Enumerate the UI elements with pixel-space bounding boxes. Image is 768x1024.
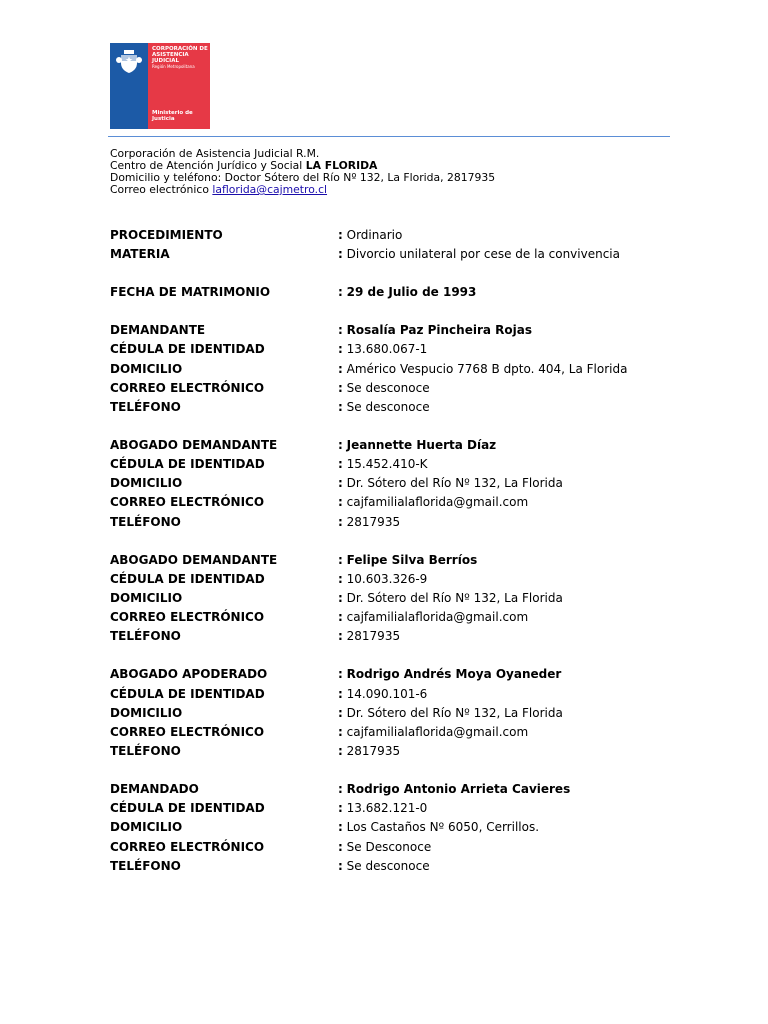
field-value-text: Se Desconoce (346, 839, 432, 854)
logo-ministry-line: Justicia (152, 116, 175, 122)
field-row (110, 228, 690, 247)
field-value-text: Dr. Sótero del Río Nº 132, La Florida (346, 705, 563, 720)
field-value-text: 14.090.101-6 (346, 686, 428, 701)
field-label: CORREO ELECTRÓNICO (110, 839, 265, 854)
office-email (110, 184, 495, 196)
section-gap (110, 304, 690, 323)
field-row (110, 400, 690, 419)
field-row (110, 495, 690, 514)
chile-coat-of-arms-icon (115, 47, 143, 75)
field-label: CÉDULA DE IDENTIDAD (110, 571, 265, 586)
field-colon: : (338, 228, 343, 242)
field-colon: : (338, 744, 343, 759)
field-row (110, 342, 690, 361)
field-row (110, 706, 690, 725)
section-gap (110, 763, 690, 782)
logo-region: Región Metropolitana (152, 64, 195, 69)
field-value-text: cajfamilialaflorida@gmail.com (346, 610, 529, 625)
field-label: CORREO ELECTRÓNICO (110, 495, 265, 510)
field-value (338, 381, 430, 395)
field-label: DOMICILIO (110, 820, 183, 835)
field-label: CÉDULA DE IDENTIDAD (110, 801, 265, 816)
field-value-text: Los Castaños Nº 6050, Cerrillos. (346, 820, 540, 835)
field-label: TELÉFONO (110, 514, 181, 529)
field-label: ABOGADO DEMANDANTE (110, 437, 278, 452)
field-value-text: Se desconoce (346, 858, 430, 873)
section-gap (110, 534, 690, 553)
field-row (110, 553, 690, 572)
field-label: TELÉFONO (110, 858, 181, 873)
institution-logo (110, 43, 210, 129)
field-value-text: Rodrigo Antonio Arrieta Cavieres (346, 782, 571, 797)
field-label: MATERIA (110, 247, 170, 262)
field-row (110, 801, 690, 820)
field-row (110, 285, 690, 304)
field-value (338, 706, 563, 720)
field-value (338, 438, 496, 452)
field-label: DOMICILIO (110, 591, 183, 605)
field-value (338, 840, 431, 854)
field-label: DOMICILIO (110, 476, 183, 491)
field-row (110, 323, 690, 342)
field-value (338, 782, 570, 796)
field-row (110, 859, 690, 878)
field-value-text: Dr. Sótero del Río Nº 132, La Florida (346, 476, 563, 491)
section-gap (110, 419, 690, 438)
field-colon: : (338, 247, 343, 262)
office-address: Domicilio y teléfono: Doctor Sótero del Río Nº 132, La Florida, 2817935 (110, 171, 496, 184)
field-label: CÉDULA DE IDENTIDAD (110, 457, 265, 472)
field-colon: : (338, 380, 343, 395)
field-value (338, 572, 427, 586)
field-value (338, 515, 400, 529)
field-value (338, 323, 532, 337)
field-value-text: Dr. Sótero del Río Nº 132, La Florida (346, 591, 563, 605)
field-value (338, 247, 620, 261)
field-colon: : (338, 476, 343, 491)
field-colon: : (338, 571, 343, 586)
office-name: Corporación de Asistencia Judicial R.M. (110, 147, 320, 160)
field-value-text: 15.452.410-K (346, 457, 428, 472)
field-row (110, 725, 690, 744)
field-value (338, 495, 528, 509)
field-value (338, 553, 477, 567)
field-value (338, 362, 627, 376)
field-value-text: Jeannette Huerta Díaz (346, 437, 497, 452)
field-row (110, 476, 690, 495)
field-row (110, 687, 690, 706)
field-value-text: Américo Vespucio 7768 B dpto. 404, La Florida (346, 361, 628, 376)
case-details (110, 228, 690, 878)
field-colon: : (338, 820, 343, 835)
field-value-text: 29 de Julio de 1993 (346, 285, 477, 300)
field-label: TELÉFONO (110, 399, 181, 414)
field-value (338, 285, 476, 299)
logo-title-line: ASISTENCIA (152, 52, 189, 58)
office-center-name: LA FLORIDA (305, 159, 378, 172)
field-label: CÉDULA DE IDENTIDAD (110, 342, 265, 357)
field-row (110, 591, 690, 610)
field-value-text: Divorcio unilateral por cese de la convivencia (346, 247, 620, 262)
field-label: FECHA DE MATRIMONIO (110, 285, 271, 300)
logo-red-panel (148, 43, 210, 129)
field-row (110, 667, 690, 686)
field-colon: : (338, 705, 343, 720)
field-colon: : (338, 839, 343, 854)
field-label: ABOGADO DEMANDANTE (110, 552, 278, 567)
field-colon: : (338, 437, 343, 452)
field-value (338, 342, 427, 356)
field-colon: : (338, 801, 343, 816)
field-row (110, 572, 690, 591)
field-value (338, 610, 528, 624)
field-row (110, 362, 690, 381)
field-colon: : (338, 591, 343, 605)
field-colon: : (338, 858, 343, 873)
header-divider (108, 136, 670, 137)
field-label: CORREO ELECTRÓNICO (110, 610, 265, 625)
field-colon: : (338, 361, 343, 376)
field-label: DOMICILIO (110, 705, 183, 720)
field-label: CORREO ELECTRÓNICO (110, 724, 265, 739)
field-value (338, 457, 428, 471)
field-label: PROCEDIMIENTO (110, 228, 223, 242)
field-value (338, 400, 430, 414)
office-center-prefix: Centro de Atención Jurídico y Social (110, 159, 306, 172)
field-value (338, 801, 427, 815)
field-colon: : (338, 610, 343, 625)
field-colon: : (338, 686, 343, 701)
office-email-link[interactable]: laflorida@cajmetro.cl (212, 183, 328, 196)
field-value (338, 744, 400, 758)
field-value (338, 476, 563, 490)
field-value-text: Se desconoce (346, 399, 430, 414)
field-label: CORREO ELECTRÓNICO (110, 380, 265, 395)
field-colon: : (338, 495, 343, 510)
field-label: DEMANDANTE (110, 323, 206, 338)
field-row (110, 610, 690, 629)
logo-title-line: JUDICIAL (152, 58, 179, 64)
office-header (110, 148, 495, 196)
field-row (110, 515, 690, 534)
office-email-label: Correo electrónico (110, 183, 213, 196)
field-value-text: 13.682.121-0 (346, 801, 428, 816)
field-label: ABOGADO APODERADO (110, 667, 268, 682)
field-value-text: 10.603.326-9 (346, 571, 428, 586)
field-row (110, 629, 690, 648)
field-colon: : (338, 552, 343, 567)
field-value-text: Se desconoce (346, 380, 430, 395)
field-colon: : (338, 667, 343, 682)
field-value-text: Ordinario (346, 228, 403, 242)
field-row (110, 438, 690, 457)
field-value-text: 2817935 (346, 744, 401, 759)
field-colon: : (338, 629, 343, 644)
field-value-text: cajfamilialaflorida@gmail.com (346, 724, 529, 739)
field-row (110, 247, 690, 266)
logo-title-line: CORPORACIÓN DE (152, 46, 208, 52)
field-value-text: Rodrigo Andrés Moya Oyaneder (346, 667, 562, 682)
field-value (338, 725, 528, 739)
field-label: DEMANDADO (110, 782, 199, 797)
field-label: TELÉFONO (110, 744, 181, 759)
field-colon: : (338, 342, 343, 357)
field-value (338, 629, 400, 643)
field-value-text: cajfamilialaflorida@gmail.com (346, 495, 529, 510)
logo-ministry (152, 110, 193, 122)
field-value (338, 591, 563, 605)
field-colon: : (338, 399, 343, 414)
field-colon: : (338, 285, 343, 300)
field-row (110, 820, 690, 839)
field-colon: : (338, 514, 343, 529)
field-value-text: Felipe Silva Berríos (346, 552, 478, 567)
section-gap (110, 266, 690, 285)
field-value (338, 228, 402, 242)
logo-title (152, 46, 208, 69)
field-label: CÉDULA DE IDENTIDAD (110, 686, 265, 701)
field-colon: : (338, 724, 343, 739)
field-colon: : (338, 782, 343, 797)
field-colon: : (338, 323, 343, 338)
logo-blue-panel (110, 43, 148, 129)
field-row (110, 381, 690, 400)
field-row (110, 782, 690, 801)
field-value (338, 667, 561, 681)
field-label: TELÉFONO (110, 629, 181, 644)
field-label: DOMICILIO (110, 361, 183, 376)
field-value-text: 2817935 (346, 629, 401, 644)
field-row (110, 840, 690, 859)
field-value-text: Rosalía Paz Pincheira Rojas (346, 323, 532, 338)
field-value-text: 13.680.067-1 (346, 342, 428, 357)
field-value (338, 687, 427, 701)
field-value (338, 820, 539, 834)
field-value (338, 859, 430, 873)
field-row (110, 744, 690, 763)
field-value-text: 2817935 (346, 514, 401, 529)
section-gap (110, 649, 690, 668)
field-colon: : (338, 457, 343, 472)
field-row (110, 457, 690, 476)
logo-ministry-line: Ministerio de (152, 110, 193, 116)
